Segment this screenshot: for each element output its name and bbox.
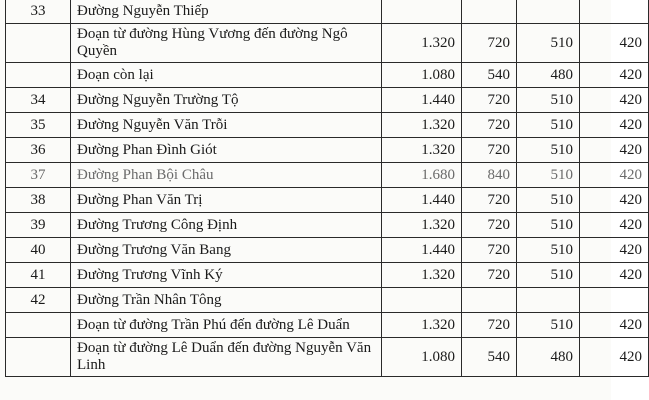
land-price-table [5, 0, 649, 377]
price-position-1: 1.320 [382, 113, 462, 138]
street-name: Đường Nguyễn Thiếp [71, 0, 382, 24]
price-position-2: 720 [462, 24, 517, 63]
price-position-1: 1.440 [382, 238, 462, 263]
price-position-3: 510 [517, 263, 580, 288]
price-position-4: 420 [580, 213, 649, 238]
price-position-4: 420 [580, 24, 649, 63]
row-number: 41 [6, 263, 71, 288]
price-position-2: 840 [462, 163, 517, 188]
price-position-2: 540 [462, 63, 517, 88]
street-name: Đường Trương Công Định [71, 213, 382, 238]
price-position-4 [580, 0, 649, 24]
table-row [6, 213, 649, 238]
row-number: 38 [6, 188, 71, 213]
price-position-1: 1.320 [382, 313, 462, 338]
price-position-1: 1.080 [382, 338, 462, 377]
row-number [6, 338, 71, 377]
street-name: Đường Nguyễn Trường Tộ [71, 88, 382, 113]
table-row [6, 138, 649, 163]
price-position-1: 1.680 [382, 163, 462, 188]
row-number: 40 [6, 238, 71, 263]
street-name: Đường Trương Văn Bang [71, 238, 382, 263]
street-name: Đường Trần Nhân Tông [71, 288, 382, 313]
price-position-3: 510 [517, 138, 580, 163]
price-position-1: 1.440 [382, 88, 462, 113]
price-position-3: 510 [517, 238, 580, 263]
price-position-4: 420 [580, 88, 649, 113]
price-position-2: 720 [462, 313, 517, 338]
price-position-1: 1.320 [382, 24, 462, 63]
price-position-3: 480 [517, 338, 580, 377]
price-position-4: 420 [580, 313, 649, 338]
street-name: Đường Phan Bội Châu [71, 163, 382, 188]
table-row [6, 338, 649, 377]
street-segment: Đoạn từ đường Lê Duẩn đến đường Nguyễn Văn Linh [71, 338, 382, 377]
price-position-2 [462, 288, 517, 313]
street-segment: Đoạn còn lại [71, 63, 382, 88]
street-name: Đường Nguyễn Văn Trỗi [71, 113, 382, 138]
table-row [6, 238, 649, 263]
street-name: Đường Trương Vĩnh Ký [71, 263, 382, 288]
price-position-1 [382, 0, 462, 24]
price-position-2: 720 [462, 263, 517, 288]
table-row [6, 288, 649, 313]
row-number: 42 [6, 288, 71, 313]
price-position-4: 420 [580, 138, 649, 163]
row-number: 35 [6, 113, 71, 138]
price-position-2 [462, 0, 517, 24]
price-position-3: 510 [517, 313, 580, 338]
price-position-4 [580, 288, 649, 313]
price-position-3: 510 [517, 213, 580, 238]
price-position-4: 420 [580, 113, 649, 138]
row-number [6, 24, 71, 63]
price-position-4: 420 [580, 263, 649, 288]
price-position-3: 510 [517, 163, 580, 188]
street-segment: Đoạn từ đường Trần Phú đến đường Lê Duẩn [71, 313, 382, 338]
price-position-3: 510 [517, 24, 580, 63]
table-row [6, 24, 649, 63]
price-position-2: 720 [462, 188, 517, 213]
table-row [6, 163, 649, 188]
table-row [6, 188, 649, 213]
row-number: 39 [6, 213, 71, 238]
price-position-2: 540 [462, 338, 517, 377]
price-position-1: 1.320 [382, 263, 462, 288]
row-number: 34 [6, 88, 71, 113]
price-position-2: 720 [462, 213, 517, 238]
row-number [6, 313, 71, 338]
table-row [6, 263, 649, 288]
table-row [6, 113, 649, 138]
price-position-1: 1.320 [382, 213, 462, 238]
price-position-2: 720 [462, 88, 517, 113]
row-number: 33 [6, 0, 71, 24]
price-position-3: 510 [517, 113, 580, 138]
price-position-3 [517, 288, 580, 313]
price-position-3: 510 [517, 88, 580, 113]
row-number: 36 [6, 138, 71, 163]
price-position-2: 720 [462, 113, 517, 138]
price-position-4: 420 [580, 238, 649, 263]
price-position-2: 720 [462, 238, 517, 263]
price-position-1: 1.080 [382, 63, 462, 88]
price-position-1: 1.440 [382, 188, 462, 213]
price-position-1: 1.320 [382, 138, 462, 163]
table-row [6, 88, 649, 113]
price-position-3: 510 [517, 188, 580, 213]
price-position-3: 480 [517, 63, 580, 88]
price-position-4: 420 [580, 163, 649, 188]
price-position-3 [517, 0, 580, 24]
table-row [6, 0, 649, 24]
price-position-4: 420 [580, 188, 649, 213]
price-position-2: 720 [462, 138, 517, 163]
table-row [6, 63, 649, 88]
table-row [6, 313, 649, 338]
row-number [6, 63, 71, 88]
street-name: Đường Phan Văn Trị [71, 188, 382, 213]
price-position-4: 420 [580, 63, 649, 88]
street-segment: Đoạn từ đường Hùng Vương đến đường Ngô Quyền [71, 24, 382, 63]
price-position-4: 420 [580, 338, 649, 377]
street-name: Đường Phan Đình Giót [71, 138, 382, 163]
row-number: 37 [6, 163, 71, 188]
price-position-1 [382, 288, 462, 313]
